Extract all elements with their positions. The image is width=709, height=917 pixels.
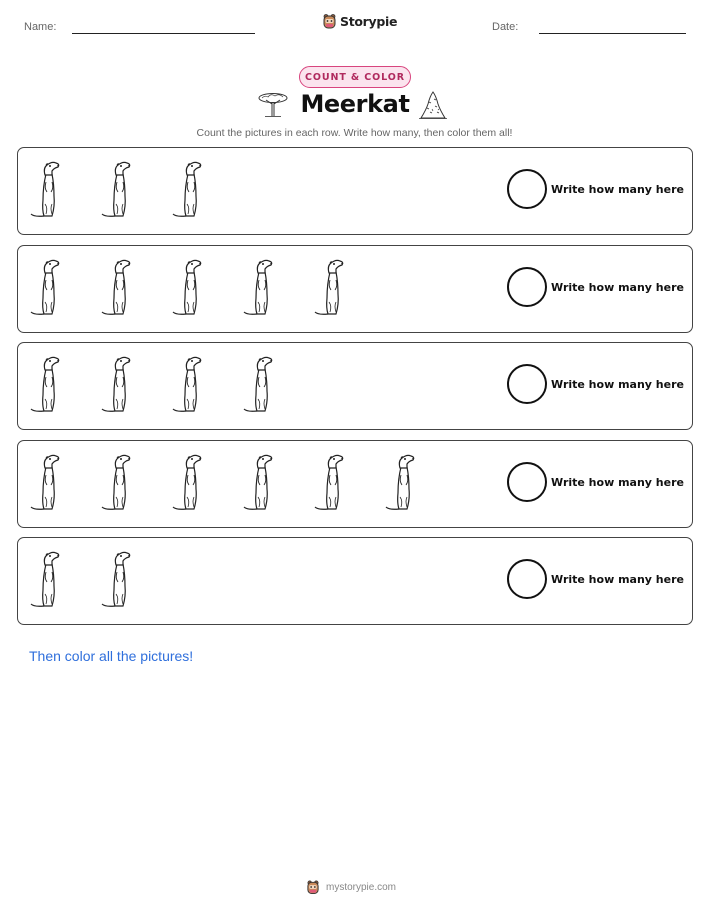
count-row xyxy=(17,440,693,528)
storypie-logo-icon xyxy=(322,13,337,29)
date-label: Date: xyxy=(492,21,519,33)
termite-mound-icon xyxy=(418,90,448,120)
answer-circle[interactable] xyxy=(507,267,547,307)
brand-name: Storypie xyxy=(340,13,398,29)
meerkat-icon[interactable] xyxy=(30,351,68,418)
meerkat-icon[interactable] xyxy=(30,156,68,223)
footer-site: mystorypie.com xyxy=(326,881,397,893)
worksheet-title: Meerkat xyxy=(300,90,410,118)
answer-label: Write how many here xyxy=(551,280,684,294)
date-write-line xyxy=(539,33,686,34)
footer xyxy=(306,879,396,895)
count-row xyxy=(17,245,693,333)
answer-circle[interactable] xyxy=(507,559,547,599)
meerkat-icon[interactable] xyxy=(172,156,210,223)
meerkat-icon[interactable] xyxy=(314,449,352,516)
instructions: Count the pictures in each row. Write how many, then color them all! xyxy=(196,127,513,139)
color-instruction: Then color all the pictures! xyxy=(29,648,194,664)
answer-label: Write how many here xyxy=(551,475,684,489)
name-label: Name: xyxy=(24,21,57,33)
meerkat-icon[interactable] xyxy=(172,351,210,418)
meerkat-icon[interactable] xyxy=(101,546,139,613)
answer-circle[interactable] xyxy=(507,364,547,404)
meerkat-icon[interactable] xyxy=(30,254,68,321)
count-row xyxy=(17,537,693,625)
count-row xyxy=(17,147,693,235)
meerkat-icon[interactable] xyxy=(101,449,139,516)
meerkat-icon[interactable] xyxy=(243,351,281,418)
count-color-badge: COUNT & COLOR xyxy=(299,66,411,88)
answer-label: Write how many here xyxy=(551,183,684,196)
meerkat-icon[interactable] xyxy=(101,156,139,223)
meerkat-icon[interactable] xyxy=(30,449,68,516)
meerkat-icon[interactable] xyxy=(30,546,68,613)
meerkat-icon[interactable] xyxy=(101,351,139,418)
answer-circle[interactable] xyxy=(507,169,547,209)
meerkat-icon[interactable] xyxy=(101,254,139,321)
answer-label: Write how many here xyxy=(551,573,684,586)
name-write-line xyxy=(72,33,255,34)
count-row xyxy=(17,342,693,430)
meerkat-icon[interactable] xyxy=(243,449,281,516)
meerkat-icon[interactable] xyxy=(314,254,352,321)
meerkat-icon[interactable] xyxy=(243,254,281,321)
answer-label: Write how many here xyxy=(551,378,684,391)
storypie-logo-icon xyxy=(306,879,320,895)
answer-circle[interactable] xyxy=(507,462,547,502)
meerkat-icon[interactable] xyxy=(385,449,423,516)
acacia-tree-icon xyxy=(257,90,289,118)
meerkat-icon[interactable] xyxy=(172,254,210,321)
brand xyxy=(322,13,397,29)
meerkat-icon[interactable] xyxy=(172,449,210,516)
